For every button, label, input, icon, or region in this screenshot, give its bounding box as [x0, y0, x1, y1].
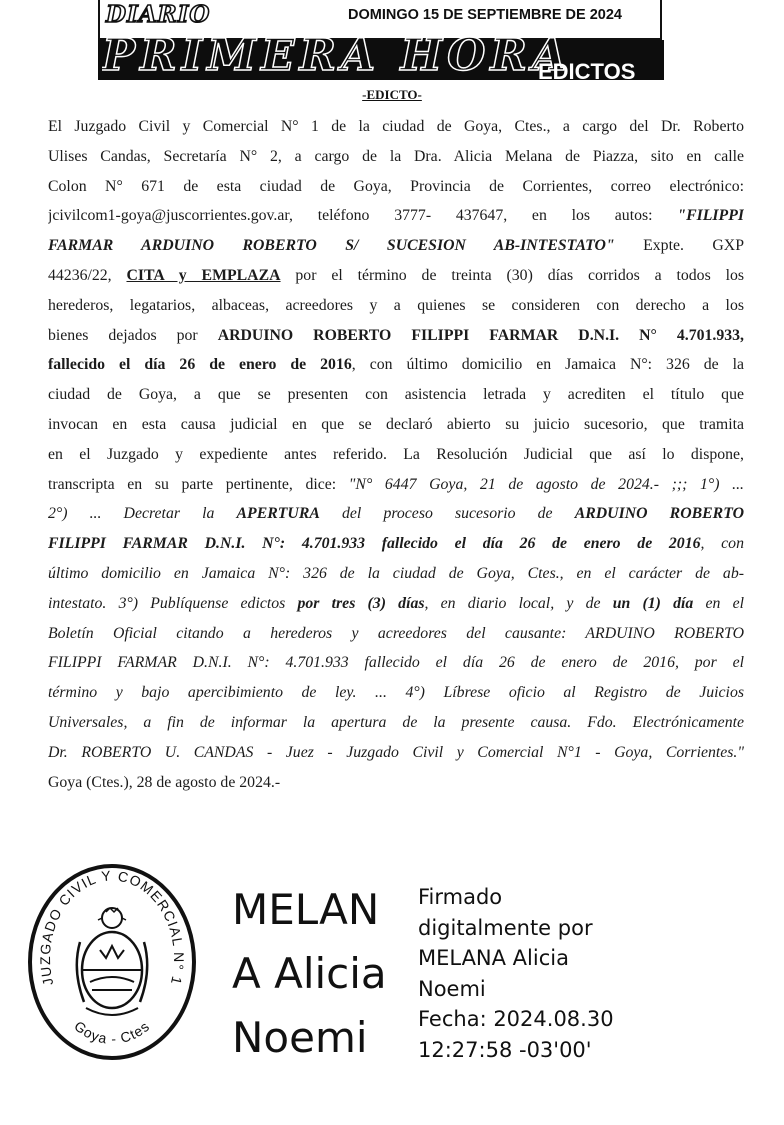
section-label: EDICTOS — [538, 60, 636, 80]
edict-text-run: en el — [693, 594, 744, 612]
signer-name — [232, 878, 387, 1070]
edict-line — [48, 648, 744, 678]
signature-info-line: 12:27:58 -03'00' — [418, 1037, 592, 1062]
signature-info-line: Fecha: 2024.08.30 — [418, 1007, 614, 1031]
edict-title: -EDICTO- — [362, 87, 422, 102]
edict-text-run: , en diario local, y de — [424, 594, 613, 612]
edict-text-run: ARDUINO ROBERTO — [574, 505, 744, 523]
edict-text-run: CITA y EMPLAZA — [126, 266, 281, 284]
edict-text-run: intestato. 3°) Publíquense edictos — [48, 594, 298, 612]
edict-text-run: FARMAR ARDUINO ROBERTO S/ SUCESION AB-INTESTATO" — [48, 237, 615, 255]
edict-text-run: Goya (Ctes.), 28 de agosto de 2024.- — [48, 773, 281, 791]
edict-text-run: Dr. ROBERTO U. CANDAS - Juez - Juzgado Civil y Comercial N°1 - Goya, Corrientes." — [48, 743, 744, 761]
edict-text-run: Colon N° 671 de esta ciudad de Goya, Provincia de Corrientes, correo electrónico: — [48, 177, 744, 195]
edict-line — [48, 380, 744, 410]
edict-line — [48, 231, 744, 261]
coat-of-arms-icon — [77, 908, 147, 1015]
edict-text-run: invocan en esta causa judicial en que se declaró abierto su juicio sucesorio, que tramita — [48, 415, 744, 433]
edict-text-run: 44236/22, — [48, 266, 127, 284]
brand-logo: PRIMERA HORA — [102, 30, 572, 80]
seal-bottom-text: Goya - Ctes — [71, 1017, 153, 1047]
masthead — [98, 0, 664, 80]
edict-line — [48, 291, 744, 321]
edict-line — [48, 499, 744, 529]
edict-line — [48, 529, 744, 559]
edict-text-run: ARDUINO ROBERTO FILIPPI FARMAR D.N.I. N° 4.701.933, — [217, 326, 744, 344]
edict-line — [48, 350, 744, 380]
signer-name-line: A Alicia — [232, 949, 387, 998]
edict-text-run: término y bajo apercibimiento de ley. ... 4°) Líbrese oficio al Registro de Juicios — [48, 684, 744, 702]
edict-text-run: "FILIPPI — [677, 207, 744, 225]
edict-line — [48, 410, 744, 440]
edict-line — [48, 738, 744, 768]
edict-line — [48, 678, 744, 708]
edict-text-run: fallecido el día 26 de enero de 2016 — [48, 356, 352, 374]
digital-signature-info — [418, 882, 614, 1065]
signature-info-line: Firmado — [418, 885, 503, 909]
edict-text-run: ciudad de Goya, a que se presenten con asistencia letrada y acrediten el título que — [48, 386, 744, 404]
edict-line — [48, 112, 744, 142]
edict-line — [48, 201, 744, 231]
edict-line — [48, 321, 744, 351]
edict-text-run: , con último domicilio en Jamaica N°: 326 de la — [351, 356, 744, 374]
court-seal — [26, 862, 198, 1062]
edict-text-run: Boletín Oficial citando a herederos y acreedores del causante: ARDUINO ROBERTO — [48, 624, 744, 642]
edict-text-run: Universales, a fin de informar la apertura de la presente causa. Fdo. Electrónicamente — [48, 713, 744, 731]
edict-text-run: un (1) día — [612, 594, 694, 612]
edict-text-run: 2°) ... Decretar la — [48, 505, 237, 523]
edict-text-run: transcripta en su parte pertinente, dice: — [48, 475, 349, 493]
seal-ring-text: JUZGADO CIVIL Y COMERCIAL N° 1 — [36, 867, 188, 988]
edict-line — [48, 440, 744, 470]
edict-text-run: último domicilio en Jamaica N°: 326 de la ciudad de Goya, Ctes., en el carácter de ab- — [48, 564, 744, 582]
edict-line — [48, 768, 744, 798]
edict-text-run: APERTURA — [236, 505, 320, 523]
signer-name-line: MELAN — [232, 885, 380, 934]
edict-line — [48, 708, 744, 738]
edict-line — [48, 619, 744, 649]
signature-info-line: Noemi — [418, 976, 486, 1001]
edict-text-run: bienes dejados por — [48, 326, 218, 344]
edict-text-run: jcivilcom1-goya@juscorrientes.gov.ar, teléfono 3777- 437647, en los autos: — [48, 207, 678, 225]
signature-info-line: digitalmente por — [418, 915, 593, 940]
edict-text-run: por el término de treinta (30) días corridos a todos los — [280, 266, 744, 284]
edict-text-run: del proceso sucesorio de — [319, 505, 575, 523]
edict-text-run: en el Juzgado y expediente antes referido. La Resolución Judicial que así lo dispone, — [48, 445, 744, 463]
signature-info-line: MELANA Alicia — [418, 946, 569, 970]
signer-name-line: Noemi — [232, 1013, 368, 1062]
edict-text-run: Expte. GXP — [614, 237, 744, 255]
edict-line — [48, 172, 744, 202]
edict-line — [48, 559, 744, 589]
edict-body — [48, 112, 744, 797]
brand-small: DIARIO — [106, 1, 211, 28]
edict-text-run: FILIPPI FARMAR D.N.I. N°: 4.701.933 fallecido el día 26 de enero de 2016, por el — [48, 654, 744, 672]
edict-text-run: "N° 6447 Goya, 21 de agosto de 2024.- ;;; 1°) ... — [348, 475, 744, 493]
edict-line — [48, 142, 744, 172]
edict-text-run: El Juzgado Civil y Comercial N° 1 de la ciudad de Goya, Ctes., a cargo del Dr. Roberto — [48, 118, 744, 135]
edict-text-run: herederos, legatarios, albaceas, acreedores y a quienes se consideren con derecho a los — [48, 296, 744, 314]
edict-line — [48, 470, 744, 500]
edict-line — [48, 261, 744, 291]
edict-text-run: FILIPPI FARMAR D.N.I. N°: 4.701.933 fallecido el día 26 de enero de 2016 — [48, 535, 701, 553]
edict-text-run: , con — [700, 535, 744, 553]
edict-line — [48, 589, 744, 619]
edict-text-run: por tres (3) días — [297, 594, 425, 612]
issue-date: DOMINGO 15 DE SEPTIEMBRE DE 2024 — [348, 7, 622, 23]
edict-text-run: Ulises Candas, Secretaría N° 2, a cargo de la Dra. Alicia Melana de Piazza, sito en calle — [48, 147, 744, 165]
